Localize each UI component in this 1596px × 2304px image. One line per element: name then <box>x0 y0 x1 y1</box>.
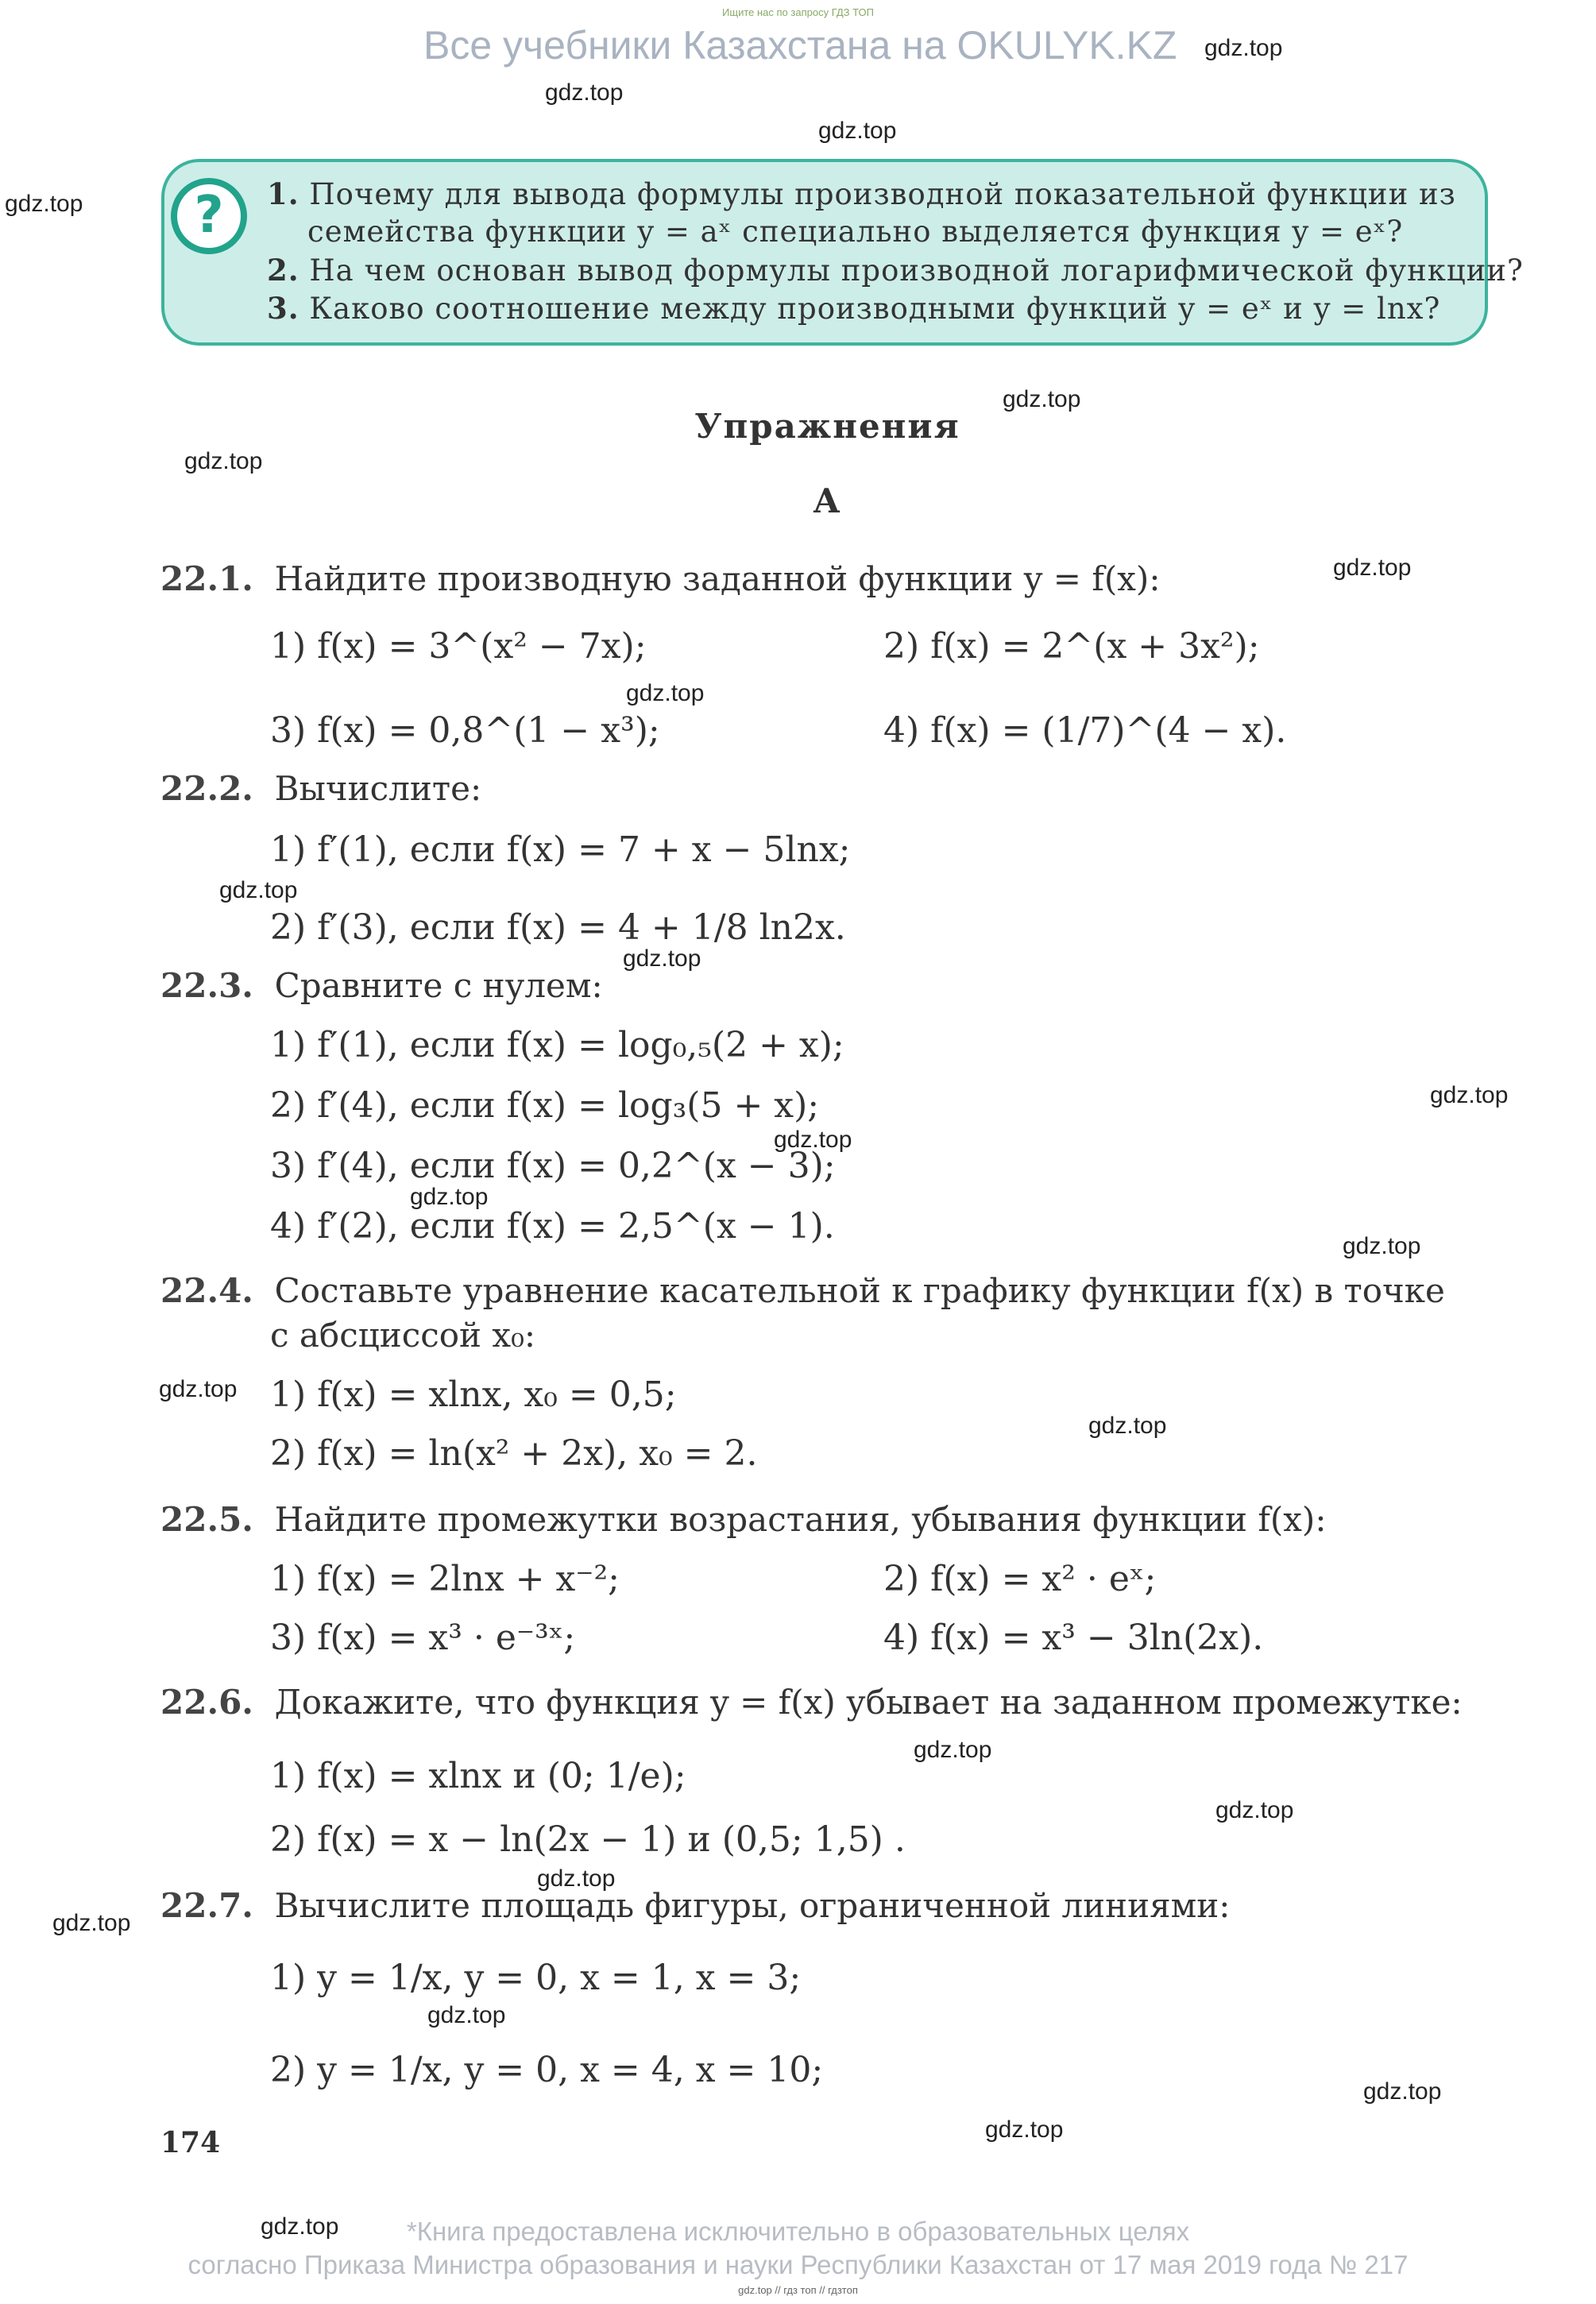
exercise-22-6: 22.6. Докажите, что функция y = f(x) убывает на заданном промежутке: <box>160 1683 1463 1722</box>
watermark: gdz.top <box>427 2002 506 2028</box>
watermark: gdz.top <box>261 2213 339 2240</box>
difficulty-level: А <box>813 481 842 520</box>
exercise-item: 1) f(x) = 2lnx + x⁻²; <box>270 1559 620 1599</box>
watermark: gdz.top <box>1215 1797 1294 1823</box>
question-3: 3. Каково соотношение между производными функций y = eˣ и y = lnx? <box>267 291 1441 326</box>
question-2: 2. На чем основан вывод формулы производной логарифмической функции? <box>267 253 1524 288</box>
page-number: 174 <box>160 2126 221 2159</box>
watermark: gdz.top <box>1363 2078 1442 2105</box>
exercise-item: 1) f′(1), если f(x) = 7 + x − 5lnx; <box>270 829 851 870</box>
watermark: gdz.top <box>184 448 263 474</box>
exercise-item: 3) f(x) = x³ · e⁻³ˣ; <box>270 1618 576 1658</box>
watermark: gdz.top <box>985 2117 1064 2143</box>
exercise-22-5: 22.5. Найдите промежутки возрастания, убывания функции f(x): <box>160 1500 1327 1539</box>
watermark: gdz.top <box>5 191 83 217</box>
exercise-item: 3) f(x) = 0,8^(1 − x³); <box>270 710 660 751</box>
section-title: Упражнения <box>694 407 960 446</box>
exercise-item: 4) f′(2), если f(x) = 2,5^(x − 1). <box>270 1206 835 1247</box>
watermark: gdz.top <box>626 680 705 706</box>
exercise-item: 2) f(x) = x − ln(2x − 1) и (0,5; 1,5) . <box>270 1819 906 1860</box>
footer-small: gdz.top // гдз топ // гдзтоп <box>738 2284 858 2296</box>
exercise-22-7: 22.7. Вычислите площадь фигуры, ограниченной линиями: <box>160 1886 1231 1925</box>
exercise-item: 1) f(x) = 3^(x² − 7x); <box>270 626 647 667</box>
footer-disclaimer: *Книга предоставлена исключительно в образовательных целях <box>406 2217 1190 2246</box>
watermark: gdz.top <box>545 79 624 106</box>
exercise-item: 4) f(x) = (1/7)^(4 − x). <box>883 710 1287 751</box>
watermark: gdz.top <box>410 1184 489 1210</box>
exercise-item: 4) f(x) = x³ − 3ln(2x). <box>883 1618 1264 1658</box>
exercise-item: 1) f(x) = xlnx, x₀ = 0,5; <box>270 1374 677 1415</box>
watermark: gdz.top <box>818 118 897 144</box>
watermark: gdz.top <box>159 1376 238 1402</box>
exercise-22-1: 22.1. Найдите производную заданной функции y = f(x): <box>160 559 1161 598</box>
exercise-22-4: 22.4. Составьте уравнение касательной к графику функции f(x) в точке <box>160 1271 1445 1310</box>
exercise-22-4-cont: с абсциссой x₀: <box>270 1316 536 1355</box>
footer-order: согласно Приказа Министра образования и науки Республики Казахстан от 17 мая 2019 года № 217 <box>187 2250 1409 2279</box>
exercise-item: 2) f′(4), если f(x) = log₃(5 + x); <box>270 1085 820 1126</box>
site-banner[interactable]: Все учебники Казахстана на OKULYK.KZ <box>423 23 1177 68</box>
exercise-item: 2) f(x) = x² · eˣ; <box>883 1559 1157 1599</box>
watermark: gdz.top <box>537 1865 616 1892</box>
watermark: gdz.top <box>1343 1233 1421 1259</box>
question-1: 1. Почему для вывода формулы производной показательной функции из <box>267 176 1456 211</box>
exercise-item: 3) f′(4), если f(x) = 0,2^(x − 3); <box>270 1146 836 1186</box>
question-1-cont: семейства функции y = aˣ специально выделяется функция y = eˣ? <box>307 215 1404 249</box>
watermark: gdz.top <box>1204 35 1283 61</box>
exercise-item: 2) f(x) = ln(x² + 2x), x₀ = 2. <box>270 1433 758 1474</box>
watermark: gdz.top <box>623 945 701 972</box>
watermark: gdz.top <box>1333 555 1412 581</box>
exercise-item: 2) f(x) = 2^(x + 3x²); <box>883 626 1260 667</box>
exercise-22-2: 22.2. Вычислите: <box>160 769 482 808</box>
exercise-item: 1) y = 1/x, y = 0, x = 1, x = 3; <box>270 1958 802 1998</box>
exercise-22-3: 22.3. Сравните с нулем: <box>160 966 603 1005</box>
watermark: gdz.top <box>1088 1413 1167 1439</box>
exercise-item: 2) f′(3), если f(x) = 4 + 1/8 ln2x. <box>270 907 846 948</box>
watermark: gdz.top <box>1003 386 1081 412</box>
exercise-item: 1) f′(1), если f(x) = log₀,₅(2 + x); <box>270 1025 844 1065</box>
watermark: gdz.top <box>774 1127 852 1153</box>
top-search-hint: Ищите нас по запросу ГДЗ ТОП <box>722 6 874 18</box>
watermark: gdz.top <box>1430 1082 1509 1108</box>
exercise-item: 2) y = 1/x, y = 0, x = 4, x = 10; <box>270 2050 824 2090</box>
watermark: gdz.top <box>914 1737 992 1763</box>
question-mark-icon: ? <box>171 178 247 254</box>
watermark: gdz.top <box>219 877 298 903</box>
watermark: gdz.top <box>52 1910 131 1936</box>
exercise-item: 1) f(x) = xlnx и (0; 1/e); <box>270 1756 686 1796</box>
